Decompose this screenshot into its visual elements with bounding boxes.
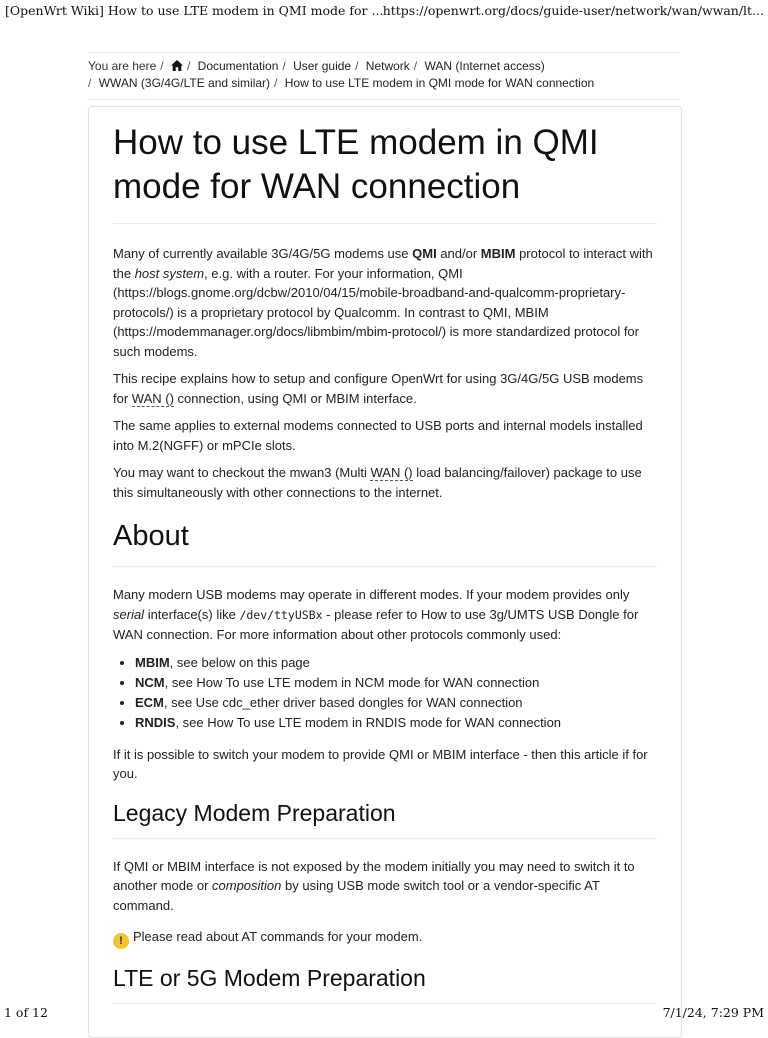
page-number: 1 of 12 [4,1005,48,1020]
host-system-term: host system [134,265,205,281]
legacy-note: ! Please read about AT commands for your modem. [113,927,657,949]
about-heading: About [113,518,657,567]
list-item: • ECM, see Use cdc_ether driver based dongles for WAN connection [135,693,657,713]
tty-code: /dev/ttyUSBx [239,607,323,622]
intro-paragraph-3: The same applies to external modems connected to USB ports and internal models installed into M.2(NGFF) or mPCIe slots. [113,418,643,453]
list-item: • MBIM, see below on this page [135,653,657,673]
qmi-term: QMI [412,246,437,261]
serial-term: serial [113,606,145,622]
protocol-list [113,653,657,733]
article-content [113,107,657,1004]
wan-abbr[interactable]: WAN () [131,390,174,406]
breadcrumb-user-guide[interactable]: User guide [293,59,352,73]
lte5g-heading: LTE or 5G Modem Preparation [113,963,657,1004]
list-item: • NCM, see How To use LTE modem in NCM mode for WAN connection [135,673,657,693]
list-item: • RNDIS, see How To use LTE modem in RNDIS mode for WAN connection [135,713,657,733]
composition-term: composition [212,878,282,893]
mbim-term: MBIM [480,246,516,261]
intro-paragraph-2: This recipe explains how to setup and configure OpenWrt for using 3G/4G/5G USB modems for WAN () connection, using QMI or MBIM interface. [113,371,644,406]
breadcrumb-wan[interactable]: WAN (Internet access) [424,59,545,73]
print-page-url: https://openwrt.org/docs/guide-user/network/wan/wwan/lt... [382,3,764,18]
home-icon[interactable] [171,60,183,71]
breadcrumb: You are here / / Documentation / User guide / Network / WAN (Internet access) / WWAN (3G/4G/LTE and similar) / How to use LTE modem in QMI mode for WAN connection [88,52,680,100]
article-card [88,106,682,1038]
print-header [0,0,768,22]
about-paragraph-2: If it is possible to switch your modem to provide QMI or MBIM interface - then this article if for you. [113,746,648,781]
print-footer [0,1002,768,1024]
breadcrumb-current[interactable]: How to use LTE modem in QMI mode for WAN connection [284,76,595,90]
breadcrumb-prefix: You are here [88,59,157,73]
breadcrumb-network[interactable]: Network [365,59,410,73]
intro-paragraph-4: You may want to checkout the mwan3 (Multi WAN () load balancing/failover) package to use this simultaneously with other connections to the internet. [113,465,642,500]
breadcrumb-wwan[interactable]: WWAN (3G/4G/LTE and similar) [98,76,271,90]
breadcrumb-documentation[interactable]: Documentation [197,59,279,73]
page-title: How to use LTE modem in QMI mode for WAN connection [113,121,657,224]
about-paragraph-1: Many modern USB modems may operate in different modes. If your modem provides only serial interface(s) like /dev/ttyUSBx - please refer to How to use 3g/UMTS USB Dongle for WAN connection. For more information about other protocols commonly used: [113,587,639,642]
warning-icon: ! [113,933,129,949]
legacy-heading: Legacy Modem Preparation [113,798,657,839]
legacy-paragraph: If QMI or MBIM interface is not exposed by the modem initially you may need to switch it to another mode or composition by using USB mode switch tool or a vendor-specific AT command. [113,858,635,913]
wan-abbr[interactable]: WAN () [370,465,413,480]
print-page-title: [OpenWrt Wiki] How to use LTE modem in QMI mode for ... [5,3,384,18]
print-datetime: 7/1/24, 7:29 PM [662,1005,764,1020]
intro-paragraph-1: Many of currently available 3G/4G/5G modems use QMI and/or MBIM protocol to interact with the host system, e.g. with a router. For your information, QMI (https://blogs.gnome.org/dcbw/2010/04/15/mobile-broadband-and-qualcomm-proprietary-protocols/) is a proprietary protocol by Qualcomm. In contrast to QMI, MBIM (https://modemmanager.org/docs/libmbim/mbim-protocol/) is more standardized protocol for such modems. [113,246,653,359]
